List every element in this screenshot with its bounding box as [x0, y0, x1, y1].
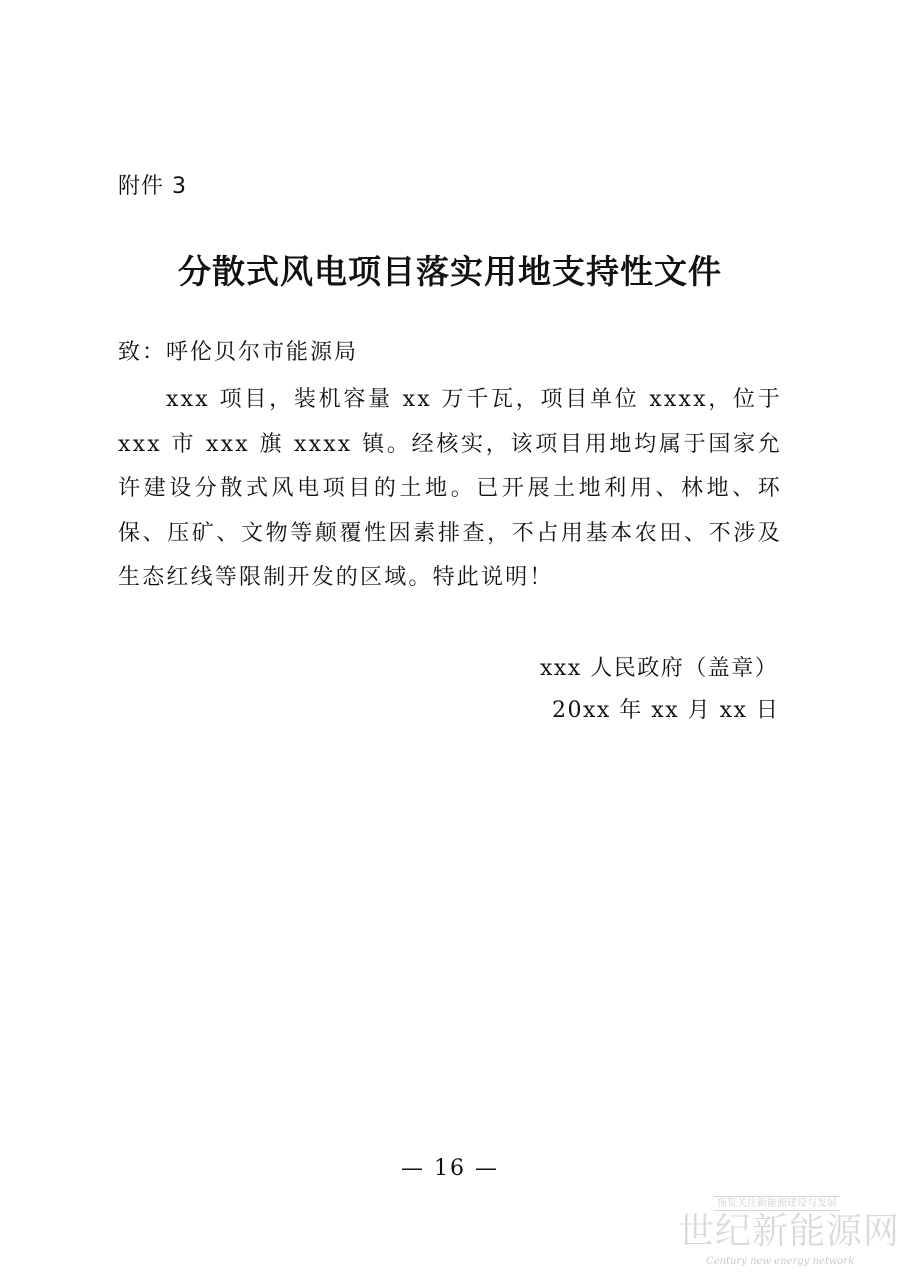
watermark-name: 世纪新能源网 [678, 1211, 900, 1252]
signature-date: 20xx 年 xx 月 xx 日 [552, 698, 780, 723]
attachment-label: 附件 3 [118, 174, 187, 199]
body-paragraph: xxx 项目，装机容量 xx 万千瓦，项目单位 xxxx，位于 xxx 市 xxx 旗 xxxx 镇。经核实，该项目用地均属于国家允许建设分散式风电项目的土地。已开展土地利用、林地、环保、压矿、文物等颠覆性因素排查，不占用基本农田、不涉及生态红线等限制开发的区域。特此说明！ [118, 387, 782, 591]
watermark-subtitle: Century new energy network [706, 1256, 855, 1267]
watermark-logo [672, 1192, 900, 1272]
addressee-line: 致：呼伦贝尔市能源局 [118, 340, 359, 365]
document-title: 分散式风电项目落实用地支持性文件 [178, 252, 722, 291]
page-number: — 16 — [401, 1156, 499, 1181]
watermark-tagline: 预览关注新能源建设与发展 [714, 1196, 840, 1211]
signature-issuer: xxx 人民政府（盖章） [540, 656, 779, 681]
signature-block [540, 648, 779, 732]
